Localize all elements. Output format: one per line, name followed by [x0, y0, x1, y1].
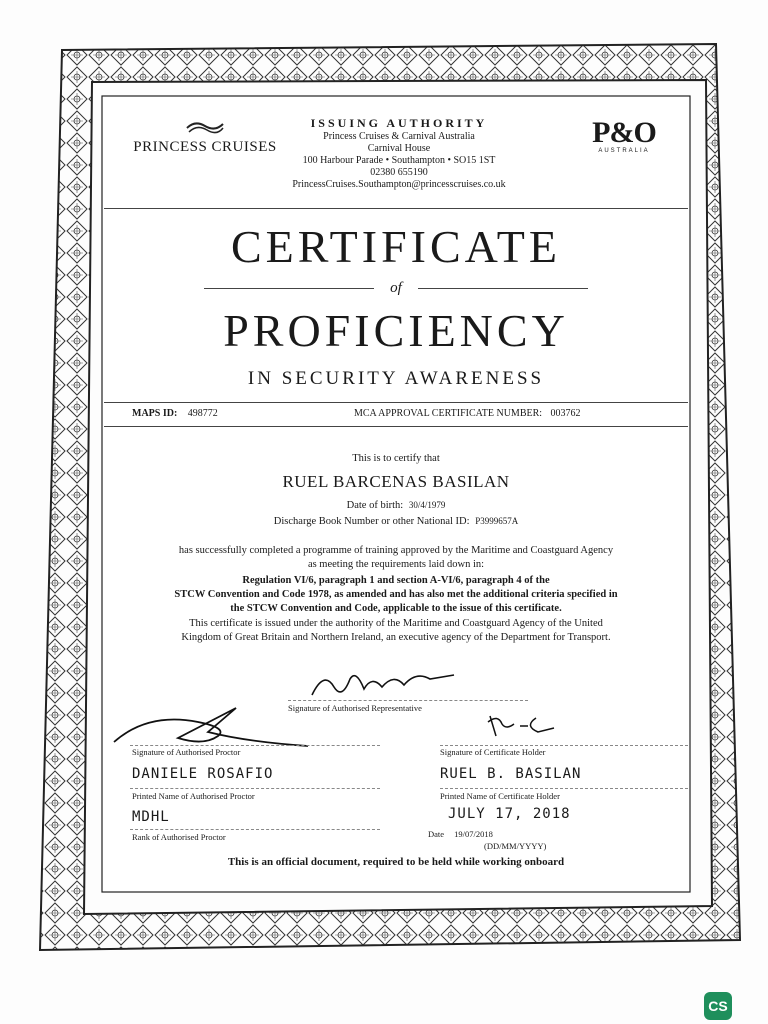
princess-cruises-name: PRINCESS CRUISES [133, 139, 277, 155]
dob-label: Date of birth: [346, 500, 404, 511]
maps-id-label: MAPS ID: [132, 408, 178, 419]
regulation-line: Regulation VI/6, paragraph 1 and section A-VI/6, paragraph 4 of the [242, 575, 550, 586]
holder-name-label: Printed Name of Certificate Holder [440, 791, 560, 801]
proctor-printed-name: DANIELE ROSAFIO [132, 766, 274, 782]
maps-id [132, 408, 218, 419]
official-document-notice: This is an official document, required to be held while working onboard [227, 856, 565, 868]
date-of-birth [104, 498, 688, 513]
date-field [428, 829, 493, 839]
ids-divider [104, 426, 688, 427]
authority-line: Princess Cruises & Carnival Australia [323, 131, 475, 142]
mca-number [354, 408, 581, 419]
certify-text: This is to certify that [352, 453, 440, 464]
rep-sig-line [288, 700, 528, 701]
holder-signature [484, 710, 564, 740]
title-of: of [390, 280, 402, 296]
title-subtitle: IN SECURITY AWARENESS [247, 368, 545, 389]
proctor-name-label: Printed Name of Authorised Proctor [132, 791, 255, 801]
issuing-authority [254, 116, 544, 191]
title-rule-right [418, 288, 588, 289]
rank-line [130, 829, 380, 830]
body-line: as meeting the requirements laid down in: [307, 559, 485, 570]
body-line: Kingdom of Great Britain and Northern Ireland, an executive agency of the Department for Transport. [181, 632, 611, 643]
regulation-line: the STCW Convention and Code, applicable to the issue of this certificate. [230, 603, 562, 614]
proctor-sig-line [130, 745, 380, 746]
po-australia-logo [584, 118, 664, 154]
holder-name: RUEL BARCENAS BASILAN [282, 472, 510, 491]
holder-printed-name: RUEL B. BASILAN [440, 766, 582, 782]
discharge-id [104, 514, 688, 529]
body-line: has successfully completed a programme of training approved by the Maritime and Coastguard Agency [178, 545, 614, 556]
holder-sig-line [440, 745, 688, 746]
header-divider [104, 208, 688, 209]
po-mark: P&O [592, 116, 656, 149]
po-sub: AUSTRALIA [598, 148, 650, 154]
certificate-body [104, 100, 688, 888]
authority-line: 100 Harbour Parade • Southampton • SO15 1ST [302, 155, 496, 166]
maps-id-value: 498772 [187, 408, 218, 419]
proctor-name-line [130, 788, 380, 789]
camscanner-badge: CS [704, 992, 732, 1020]
title-certificate: CERTIFICATE [230, 221, 562, 272]
authority-line: PrincessCruises.Southampton@princesscruises.co.uk [292, 179, 506, 190]
date-format: (DD/MM/YYYY) [484, 841, 547, 851]
title-proficiency: PROFICIENCY [223, 305, 569, 356]
rep-sig-label: Signature of Authorised Representative [288, 703, 422, 713]
proctor-sig-label: Signature of Authorised Proctor [132, 747, 241, 757]
holder-name-line [440, 788, 688, 789]
date-value: 19/07/2018 [454, 829, 493, 839]
body-line: This certificate is issued under the authority of the Maritime and Coastguard Agency of the United [189, 618, 603, 629]
authority-line: 02380 655190 [370, 167, 428, 178]
princess-wave-icon [185, 118, 225, 134]
authority-line: Carnival House [367, 143, 431, 154]
date-label: Date [428, 829, 445, 839]
representative-signature [304, 665, 464, 705]
mca-number-label: MCA APPROVAL CERTIFICATE NUMBER: [354, 408, 543, 419]
discharge-label: Discharge Book Number or other National ID: [273, 516, 470, 527]
issuing-authority-heading: ISSUING AUTHORITY [310, 116, 488, 130]
holder-sig-label: Signature of Certificate Holder [440, 747, 546, 757]
title-divider [104, 402, 688, 403]
dob-value: 30/4/1979 [408, 500, 446, 510]
mca-number-value: 003762 [550, 408, 581, 419]
handwritten-date: JULY 17, 2018 [448, 806, 571, 822]
discharge-value: P3999657A [475, 516, 519, 526]
regulation-line: STCW Convention and Code 1978, as amended and has also met the additional criteria specified in [174, 589, 618, 600]
rank-label: Rank of Authorised Proctor [132, 832, 226, 842]
proctor-rank: MDHL [132, 809, 170, 825]
